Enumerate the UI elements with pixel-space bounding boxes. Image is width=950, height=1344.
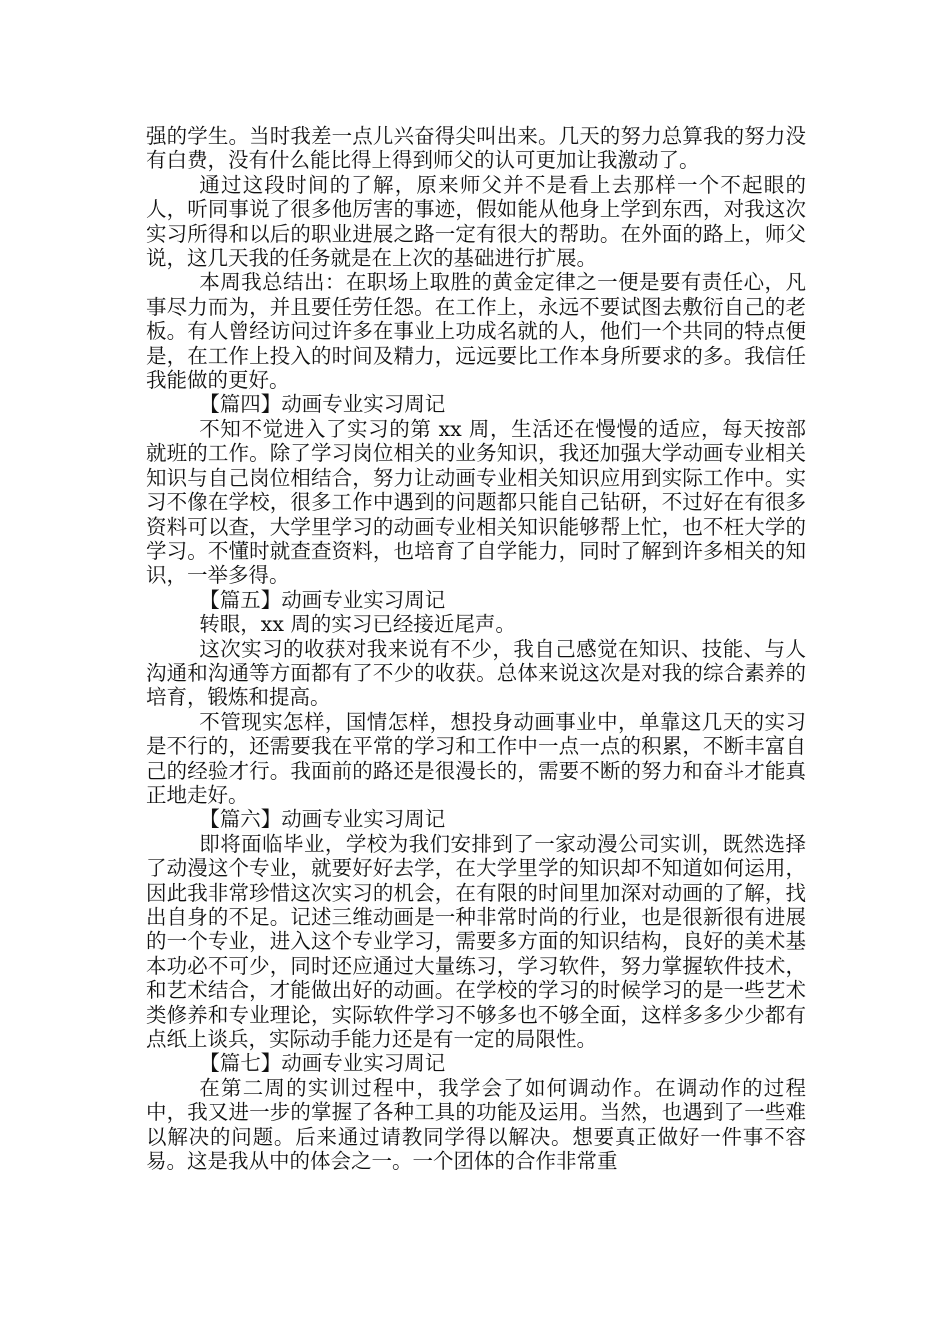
paragraph-4: 不知不觉进入了实习的第 xx 周，生活还在慢慢的适应，每天按部就班的工作。除了学习岗位相关的业务知识，我还加强大学动画专业相关知识与自己岗位相结合，努力让动画专业相关知识应用到实际工作中。实习不像在学校，很多工作中遇到的问题都只能自己钻研，不过好在有很多资料可以查，大学里学习的动画专业相关知识能够帮上忙，也不枉大学的学习。不懂时就查查资料，也培育了自学能力，同时了解到许多相关的知识，一举多得。	[146, 416, 806, 588]
paragraph-1: 强的学生。当时我差一点儿兴奋得尖叫出来。几天的努力总算我的努力没有白费，没有什么能比得上得到师父的认可更加让我激动了。	[146, 124, 806, 173]
section-heading-7: 【篇七】动画专业实习周记	[199, 1051, 446, 1076]
section-heading-5: 【篇五】动画专业实习周记	[199, 587, 446, 612]
paragraph-6: 即将面临毕业，学校为我们安排到了一家动漫公司实训，既然选择了动漫这个专业，就要好好去学，在大学里学的知识却不知道如何运用，因此我非常珍惜这次实习的机会，在有限的时间里加深对动画的了解，找出自身的不足。记述三维动画是一种非常时尚的行业，也是很新很有进展的一个专业，进入这个专业学习，需要多方面的知识结构，良好的美术基本功必不可少，同时还应通过大量练习，学习软件，努力掌握软件技术，和艺术结合，才能做出好的动画。在学校的学习的时候学习的是一些艺术类修养和专业理论，实际软件学习不够多也不够全面，这样多多少少都有点纸上谈兵，实际动手能力还是有一定的局限性。	[146, 831, 806, 1052]
section-heading-6: 【篇六】动画专业实习周记	[199, 807, 446, 832]
paragraph-3: 本周我总结出：在职场上取胜的黄金定律之一便是要有责任心，凡事尽力而为，并且要任劳任怨。在工作上，永远不要试图去敷衍自己的老板。有人曾经访问过许多在事业上功成名就的人，他们一个共同的特点便是，在工作上投入的时间及精力，远远要比工作本身所要求的多。我信任我能做的更好。	[146, 270, 806, 393]
section-heading-4: 【篇四】动画专业实习周记	[199, 392, 446, 417]
paragraph-5a: 转眼，xx 周的实习已经接近尾声。	[199, 612, 516, 637]
paragraph-7: 在第二周的实训过程中，我学会了如何调动作。在调动作的过程中，我又进一步的掌握了各种工具的功能及运用。当然，也遇到了一些难以解决的问题。后来通过请教同学得以解决。想要真正做好一件事不容易。这是我从中的体会之一。一个团体的合作非常重	[146, 1075, 806, 1174]
document-page	[146, 124, 806, 1173]
paragraph-5b: 这次实习的收获对我来说有不少，我自己感觉在知识、技能、与人沟通和沟通等方面都有了不少的收获。总体来说这次是对我的综合素养的培育，锻炼和提高。	[146, 636, 806, 710]
paragraph-5c: 不管现实怎样，国情怎样，想投身动画事业中，单靠这几天的实习是不行的，还需要我在平常的学习和工作中一点一点的积累，不断丰富自己的经验才行。我面前的路还是很漫长的，需要不断的努力和奋斗才能真正地走好。	[146, 709, 806, 807]
paragraph-2: 通过这段时间的了解，原来师父并不是看上去那样一个不起眼的人，听同事说了很多他厉害的事迹，假如能从他身上学到东西，对我这次实习所得和以后的职业进展之路一定有很大的帮助。在外面的路上，师父说，这几天我的任务就是在上次的基础进行扩展。	[146, 172, 806, 271]
